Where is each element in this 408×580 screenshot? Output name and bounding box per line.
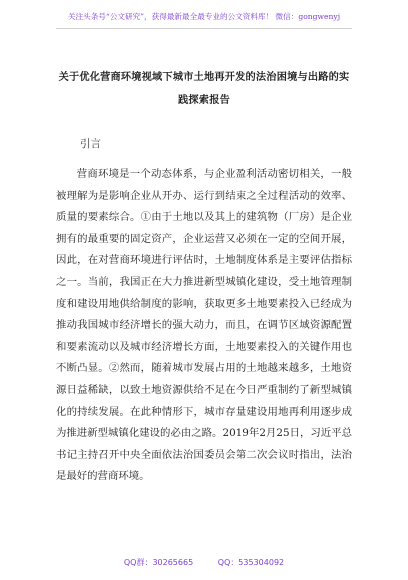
promo-banner: 关注头条号“公文研究”，获得最新最全最专业的公文资料库！ 微信：gongwenyj: [56, 6, 352, 29]
qq-group-number: QQ群：30265665: [123, 558, 194, 567]
footer-contacts: [0, 557, 408, 568]
document-title: 关于优化营商环境视域下城市土地再开发的法治困境与出路的实践探索报告: [58, 71, 350, 106]
body-paragraph: 营商环境是一个动态体系，与企业盈利活动密切相关，一般被理解为是影响企业从开办、运行到结束之全过程活动的效率、质量的要素综合。①由于土地以及其上的建筑物（厂房）是企业拥有的最重要的固定资产，企业运营又必须在一定的空间开展，因此，在对营商环境进行评估时，土地制度体系是主要评估指标之一。当前，我国正在大力推进新型城镇化建设，受土地管理制度和建设用地供给制度的影响，获取更多土地要素投入已经成为推动我国城市经济增长的强大动力，而且，在调节区域资源配置和要素流动以及城市经济增长方面，土地要素投入的关键作用也不断凸显。②然而，随着城市发展占用的土地越来越多，土地资源日益稀缺，以致土地资源供给不足在今日严重制约了新型城镇化的持续发展。在此种情形下，城市存量建设用地再利用逐步成为推进新型城镇化建设的必由之路。2019年2月25日，习近平总书记主持召开中央全面依法治国委员会第二次会议时指出，法治是最好的营商环境。: [56, 168, 352, 483]
qq-number: QQ：535304092: [217, 558, 285, 567]
section-heading: 引言: [80, 138, 101, 150]
